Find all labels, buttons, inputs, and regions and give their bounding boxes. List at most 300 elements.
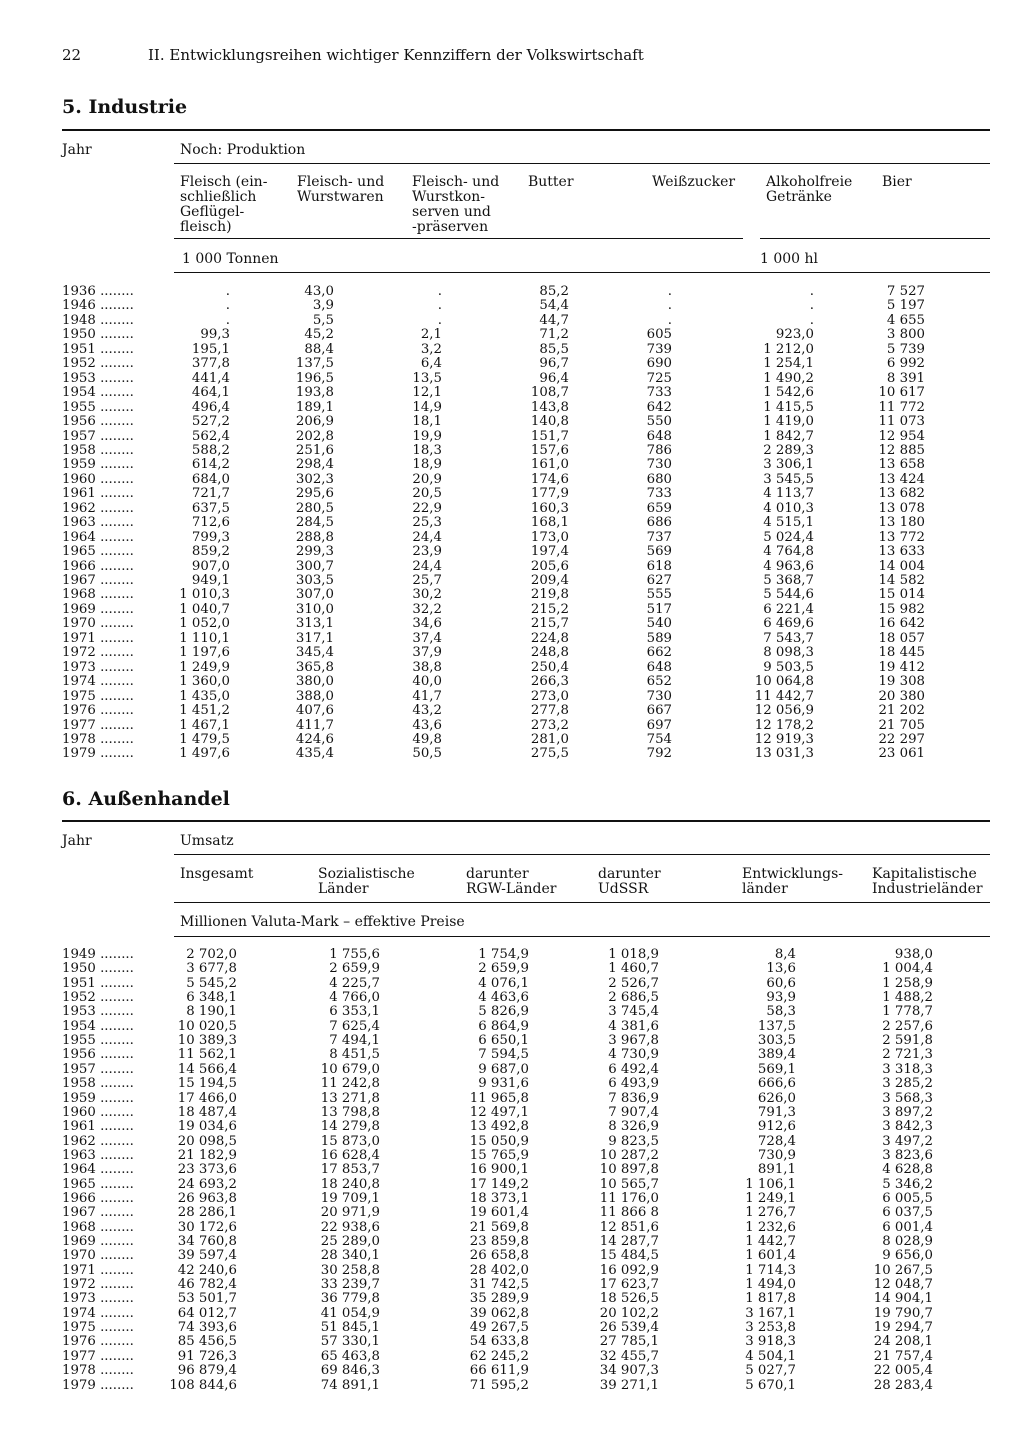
value-cell: 1 451,2 [179, 703, 230, 719]
value-cell: 1 106,1 [745, 1176, 796, 1192]
value-cell: 26 658,8 [469, 1248, 529, 1264]
value-cell: 14 279,8 [320, 1119, 380, 1135]
value-cell: 20 971,9 [320, 1205, 380, 1221]
year-cell: 1956 ........ [62, 1047, 134, 1063]
value-cell: 10 267,5 [873, 1262, 933, 1278]
table-row [0, 1191, 1024, 1205]
value-cell: 30 172,6 [177, 1219, 237, 1235]
value-cell: 6 469,6 [763, 616, 814, 632]
table-row [0, 1177, 1024, 1191]
value-cell: 30 258,8 [320, 1262, 380, 1278]
value-cell: 15 982 [878, 601, 925, 617]
value-cell: 1 249,9 [179, 659, 230, 675]
year-cell: 1967 ........ [62, 573, 134, 588]
table-row [0, 703, 1024, 717]
year-cell: 1961 ........ [62, 486, 134, 502]
value-cell: 11 562,1 [177, 1047, 237, 1063]
value-cell: 275,5 [530, 746, 569, 762]
value-cell: 161,0 [530, 457, 569, 473]
value-cell: 251,6 [295, 442, 334, 458]
value-cell: 4 381,6 [608, 1018, 659, 1034]
value-cell: 11 176,0 [599, 1190, 659, 1206]
value-cell: 891,1 [757, 1162, 796, 1178]
value-cell: 18 240,8 [320, 1176, 380, 1192]
value-cell: 721,7 [191, 486, 230, 502]
value-cell: 96,7 [539, 356, 569, 372]
year-cell: 1976 ........ [62, 703, 134, 719]
value-cell: 25,3 [412, 515, 442, 531]
year-cell: 1970 ........ [62, 616, 134, 632]
value-cell: 6 353,1 [329, 1004, 380, 1020]
value-cell: 12 851,6 [599, 1219, 659, 1235]
value-cell: 39 597,4 [177, 1248, 237, 1264]
value-cell: 307,0 [295, 587, 334, 603]
value-cell: 288,8 [295, 529, 334, 545]
year-cell: 1968 ........ [62, 1219, 134, 1235]
header-fleisch: Fleisch (ein- schließlich Geflügel- fleisch) [180, 174, 268, 235]
rule-industrie-top [62, 129, 990, 131]
value-cell: 3 745,4 [608, 1004, 659, 1020]
value-cell: 85 456,5 [177, 1334, 237, 1350]
value-cell: 626,0 [757, 1090, 796, 1106]
year-cell: 1976 ........ [62, 1334, 134, 1350]
value-cell: 9 503,5 [763, 659, 814, 675]
value-cell: 38,8 [412, 659, 442, 675]
value-cell: 1 040,7 [179, 601, 230, 617]
table-row [0, 530, 1024, 544]
year-cell: 1952 ........ [62, 990, 134, 1006]
table-row [0, 674, 1024, 688]
value-cell: 41,7 [412, 688, 442, 704]
value-cell: 273,0 [530, 688, 569, 704]
value-cell: 667 [646, 703, 672, 719]
value-cell: 11 965,8 [469, 1090, 529, 1106]
value-cell: 57 330,1 [320, 1334, 380, 1350]
value-cell: 34 907,3 [599, 1363, 659, 1379]
value-cell: 441,4 [191, 370, 230, 386]
value-cell: 209,4 [530, 573, 569, 588]
value-cell: 24 208,1 [873, 1334, 933, 1350]
value-cell: 20 098,5 [177, 1133, 237, 1149]
value-cell: 464,1 [191, 385, 230, 401]
value-cell: 15 873,0 [320, 1133, 380, 1149]
value-cell: 42 240,6 [177, 1262, 237, 1278]
value-cell: 12 497,1 [469, 1104, 529, 1120]
value-cell: 6 992 [886, 356, 925, 372]
value-cell: 303,5 [757, 1033, 796, 1049]
value-cell: 637,5 [191, 500, 230, 516]
value-cell: 569 [646, 544, 672, 560]
value-cell: 23 859,8 [469, 1234, 529, 1249]
value-cell: 7 836,9 [608, 1090, 659, 1106]
year-cell: 1974 ........ [62, 1305, 134, 1321]
value-cell: 13 424 [878, 471, 925, 487]
year-cell: 1977 ........ [62, 1348, 134, 1364]
value-cell: 215,7 [530, 616, 569, 632]
value-cell: 14 566,4 [177, 1061, 237, 1077]
value-cell: 140,8 [530, 414, 569, 430]
value-cell: 6 005,5 [882, 1190, 933, 1206]
rule-industrie-group [174, 163, 990, 164]
value-cell: 13 271,8 [320, 1090, 380, 1106]
value-cell: 85,2 [539, 284, 569, 299]
value-cell: 24 693,2 [177, 1176, 237, 1192]
table-row [0, 1248, 1024, 1262]
table-row [0, 660, 1024, 674]
value-cell: 5 368,7 [763, 573, 814, 588]
value-cell: 23,9 [412, 544, 442, 560]
value-cell: 66 611,9 [469, 1363, 529, 1379]
value-cell: 10 617 [878, 385, 925, 401]
table-row [0, 976, 1024, 990]
year-cell: 1956 ........ [62, 414, 134, 430]
value-cell: 14 004 [878, 558, 925, 574]
value-cell: 5 024,4 [763, 529, 814, 545]
value-cell: 6 221,4 [763, 601, 814, 617]
value-cell: 11 772 [878, 399, 925, 415]
value-cell: 684,0 [191, 471, 230, 487]
header-rgw-laender: darunter RGW-Länder [466, 866, 557, 897]
value-cell: 10 287,2 [599, 1147, 659, 1163]
table-row [0, 371, 1024, 385]
value-cell: 627 [646, 573, 672, 588]
value-cell: 35 289,9 [469, 1291, 529, 1307]
table-row [0, 1334, 1024, 1348]
value-cell: 11 866 8 [599, 1205, 659, 1221]
value-cell: 266,3 [530, 674, 569, 690]
year-cell: 1969 ........ [62, 601, 134, 617]
value-cell: 27 785,1 [599, 1334, 659, 1350]
value-cell: 277,8 [530, 703, 569, 719]
value-cell: 14,9 [412, 399, 442, 415]
value-cell: 108 844,6 [169, 1377, 237, 1393]
value-cell: 3 897,2 [882, 1104, 933, 1120]
value-cell: 16 628,4 [320, 1147, 380, 1163]
value-cell: 74 393,6 [177, 1320, 237, 1336]
value-cell: 2 659,9 [329, 961, 380, 977]
value-cell: 4 504,1 [745, 1348, 796, 1364]
value-cell: 3 253,8 [745, 1320, 796, 1336]
value-cell: 7 527 [886, 284, 925, 299]
value-cell: 71,2 [539, 327, 569, 343]
value-cell: . [809, 284, 814, 299]
rule-aussenhandel-group [174, 854, 990, 855]
year-cell: 1974 ........ [62, 674, 134, 690]
value-cell: 614,2 [191, 457, 230, 473]
value-cell: 7 494,1 [329, 1033, 380, 1049]
value-cell: 19 294,7 [873, 1320, 933, 1336]
value-cell: 54 633,8 [469, 1334, 529, 1350]
value-cell: 3 306,1 [763, 457, 814, 473]
value-cell: 1 004,4 [882, 961, 933, 977]
value-cell: 17 149,2 [469, 1176, 529, 1192]
table-row [0, 732, 1024, 746]
value-cell: 1 490,2 [763, 370, 814, 386]
value-cell: 6 493,9 [608, 1076, 659, 1092]
value-cell: 34 760,8 [177, 1234, 237, 1249]
value-cell: 51 845,1 [320, 1320, 380, 1336]
value-cell: 168,1 [530, 515, 569, 531]
value-cell: 273,2 [530, 717, 569, 733]
value-cell: 411,7 [295, 717, 334, 733]
value-cell: 108,7 [530, 385, 569, 401]
header-udssr: darunter UdSSR [598, 866, 661, 897]
value-cell: 13 078 [878, 500, 925, 516]
value-cell: 173,0 [530, 529, 569, 545]
year-cell: 1959 ........ [62, 457, 134, 473]
table-row [0, 501, 1024, 515]
value-cell: 37,9 [412, 645, 442, 661]
value-cell: 1 197,6 [179, 645, 230, 661]
value-cell: 2 289,3 [763, 442, 814, 458]
value-cell: 659 [646, 500, 672, 516]
value-cell: 21 705 [878, 717, 925, 733]
table-row [0, 1047, 1024, 1061]
value-cell: 11 442,7 [754, 688, 814, 704]
unit-hektoliter: 1 000 hl [760, 251, 819, 267]
value-cell: 365,8 [295, 659, 334, 675]
value-cell: 49,8 [412, 731, 442, 747]
value-cell: 15 194,5 [177, 1076, 237, 1092]
table-row [0, 1205, 1024, 1219]
value-cell: 1 778,7 [882, 1004, 933, 1020]
value-cell: 17 853,7 [320, 1162, 380, 1178]
unit-valuta-mark: Millionen Valuta-Mark – effektive Preise [180, 914, 465, 930]
table-row [0, 718, 1024, 732]
value-cell: 562,4 [191, 428, 230, 444]
value-cell: 20 102,2 [599, 1305, 659, 1321]
year-cell: 1971 ........ [62, 1262, 134, 1278]
value-cell: 10 064,8 [754, 674, 814, 690]
year-cell: 1955 ........ [62, 399, 134, 415]
value-cell: 21 757,4 [873, 1348, 933, 1364]
value-cell: 18 373,1 [469, 1190, 529, 1206]
table-row [0, 1062, 1024, 1076]
value-cell: 310,0 [295, 601, 334, 617]
year-cell: 1962 ........ [62, 1133, 134, 1149]
value-cell: 85,5 [539, 341, 569, 357]
value-cell: 299,3 [295, 544, 334, 560]
value-cell: 44,7 [539, 312, 569, 328]
year-cell: 1972 ........ [62, 645, 134, 661]
value-cell: 1 360,0 [179, 674, 230, 690]
value-cell: 39 271,1 [599, 1377, 659, 1393]
table-row [0, 327, 1024, 341]
value-cell: 12,1 [412, 385, 442, 401]
value-cell: 799,3 [191, 529, 230, 545]
value-cell: . [809, 312, 814, 328]
value-cell: 43,2 [412, 703, 442, 719]
unit-tonnen: 1 000 Tonnen [182, 251, 279, 267]
value-cell: 91 726,3 [177, 1348, 237, 1364]
value-cell: 99,3 [200, 327, 230, 343]
year-cell: 1954 ........ [62, 385, 134, 401]
year-cell: 1948 ........ [62, 312, 134, 328]
value-cell: 1 488,2 [882, 990, 933, 1006]
year-cell: 1959 ........ [62, 1090, 134, 1106]
value-cell: 28 283,4 [873, 1377, 933, 1393]
value-cell: 26 963,8 [177, 1190, 237, 1206]
value-cell: 31 742,5 [469, 1277, 529, 1293]
value-cell: 21 202 [878, 703, 925, 719]
value-cell: 13 031,3 [754, 746, 814, 762]
value-cell: 8 391 [886, 370, 925, 386]
value-cell: 4 515,1 [763, 515, 814, 531]
year-cell: 1960 ........ [62, 1104, 134, 1120]
value-cell: 907,0 [191, 558, 230, 574]
value-cell: 30,2 [412, 587, 442, 603]
value-cell: 12 919,3 [754, 731, 814, 747]
value-cell: 3,9 [312, 298, 334, 314]
value-cell: . [225, 312, 230, 328]
value-cell: 1 754,9 [478, 947, 529, 962]
table-row [0, 1076, 1024, 1090]
value-cell: 219,8 [530, 587, 569, 603]
table-row [0, 1263, 1024, 1277]
value-cell: 69 846,3 [320, 1363, 380, 1379]
value-cell: 7 907,4 [608, 1104, 659, 1120]
value-cell: 8,4 [774, 947, 796, 962]
value-cell: 791,3 [757, 1104, 796, 1120]
table-row [0, 1019, 1024, 1033]
rule-unit-tonnen [174, 238, 743, 239]
value-cell: 4 764,8 [763, 544, 814, 560]
table-row [0, 298, 1024, 312]
value-cell: 1 018,9 [608, 947, 659, 962]
year-cell: 1953 ........ [62, 370, 134, 386]
value-cell: 300,7 [295, 558, 334, 574]
value-cell: 5 544,6 [763, 587, 814, 603]
value-cell: 3 823,6 [882, 1147, 933, 1163]
value-cell: 303,5 [295, 573, 334, 588]
value-cell: 34,6 [412, 616, 442, 632]
value-cell: 46 782,4 [177, 1277, 237, 1293]
value-cell: 19 034,6 [177, 1119, 237, 1135]
value-cell: 1 494,0 [745, 1277, 796, 1293]
table-row [0, 616, 1024, 630]
value-cell: 4 730,9 [608, 1047, 659, 1063]
year-cell: 1952 ........ [62, 356, 134, 372]
value-cell: 5 670,1 [745, 1377, 796, 1393]
value-cell: 16 642 [878, 616, 925, 632]
value-cell: 388,0 [295, 688, 334, 704]
value-cell: 193,8 [295, 385, 334, 401]
value-cell: 13,5 [412, 370, 442, 386]
value-cell: 20 380 [878, 688, 925, 704]
value-cell: 10 389,3 [177, 1033, 237, 1049]
value-cell: 137,5 [295, 356, 334, 372]
value-cell: 298,4 [295, 457, 334, 473]
value-cell: 648 [646, 428, 672, 444]
value-cell: 1 232,6 [745, 1219, 796, 1235]
value-cell: 938,0 [894, 947, 933, 962]
value-cell: 58,3 [766, 1004, 796, 1020]
value-cell: 13 492,8 [469, 1119, 529, 1135]
table-row [0, 356, 1024, 370]
header-insgesamt: Insgesamt [180, 866, 254, 882]
value-cell: 15 050,9 [469, 1133, 529, 1149]
table-row [0, 1091, 1024, 1105]
value-cell: 12 048,7 [873, 1277, 933, 1293]
value-cell: 160,3 [530, 500, 569, 516]
table-row [0, 1291, 1024, 1305]
year-cell: 1973 ........ [62, 1291, 134, 1307]
value-cell: 739 [646, 341, 672, 357]
value-cell: 9 823,5 [608, 1133, 659, 1149]
value-cell: 24,4 [412, 529, 442, 545]
value-cell: 1 419,0 [763, 414, 814, 430]
value-cell: 19 790,7 [873, 1305, 933, 1321]
value-cell: 4 963,6 [763, 558, 814, 574]
year-cell: 1967 ........ [62, 1205, 134, 1221]
value-cell: 62 245,2 [469, 1348, 529, 1364]
value-cell: 13 682 [878, 486, 925, 502]
value-cell: 377,8 [191, 356, 230, 372]
value-cell: 189,1 [295, 399, 334, 415]
value-cell: 652 [646, 674, 672, 690]
value-cell: 4 628,8 [882, 1162, 933, 1178]
value-cell: 1 010,3 [179, 587, 230, 603]
value-cell: 1 817,8 [745, 1291, 796, 1307]
value-cell: 28 340,1 [320, 1248, 380, 1264]
year-cell: 1978 ........ [62, 731, 134, 747]
table-row [0, 961, 1024, 975]
year-cell: 1978 ........ [62, 1363, 134, 1379]
year-cell: 1965 ........ [62, 1176, 134, 1192]
value-cell: 36 779,8 [320, 1291, 380, 1307]
value-cell: 1 110,1 [179, 630, 230, 646]
value-cell: 2 702,0 [186, 947, 237, 962]
value-cell: 2 659,9 [478, 961, 529, 977]
value-cell: 25,7 [412, 573, 442, 588]
table-row [0, 414, 1024, 428]
value-cell: 15 765,9 [469, 1147, 529, 1163]
value-cell: 589 [646, 630, 672, 646]
rule-unit-hl [760, 238, 990, 239]
value-cell: 10 020,5 [177, 1018, 237, 1034]
value-cell: 2 591,8 [882, 1033, 933, 1049]
value-cell: 2,1 [420, 327, 442, 343]
table-row [0, 689, 1024, 703]
value-cell: 5 027,7 [745, 1363, 796, 1379]
value-cell: 93,9 [766, 990, 796, 1006]
year-cell: 1972 ........ [62, 1277, 134, 1293]
year-cell: 1970 ........ [62, 1248, 134, 1264]
value-cell: 13 658 [878, 457, 925, 473]
value-cell: 1 249,1 [745, 1190, 796, 1206]
value-cell: 20,9 [412, 471, 442, 487]
table-row [0, 1134, 1024, 1148]
value-cell: . [225, 298, 230, 314]
value-cell: . [809, 298, 814, 314]
value-cell: 3 800 [886, 327, 925, 343]
value-cell: 14 582 [878, 573, 925, 588]
value-cell: 22 297 [878, 731, 925, 747]
year-cell: 1936 ........ [62, 284, 134, 299]
value-cell: 1 842,7 [763, 428, 814, 444]
year-cell: 1950 ........ [62, 327, 134, 343]
value-cell: 3,2 [420, 341, 442, 357]
value-cell: 45,2 [304, 327, 334, 343]
header-weisszucker: Weißzucker [652, 174, 736, 190]
section-title-aussenhandel: 6. Außenhandel [62, 788, 230, 810]
value-cell: 3 842,3 [882, 1119, 933, 1135]
value-cell: 3 677,8 [186, 961, 237, 977]
value-cell: 21 182,9 [177, 1147, 237, 1163]
value-cell: 345,4 [295, 645, 334, 661]
value-cell: . [667, 312, 672, 328]
value-cell: 424,6 [295, 731, 334, 747]
